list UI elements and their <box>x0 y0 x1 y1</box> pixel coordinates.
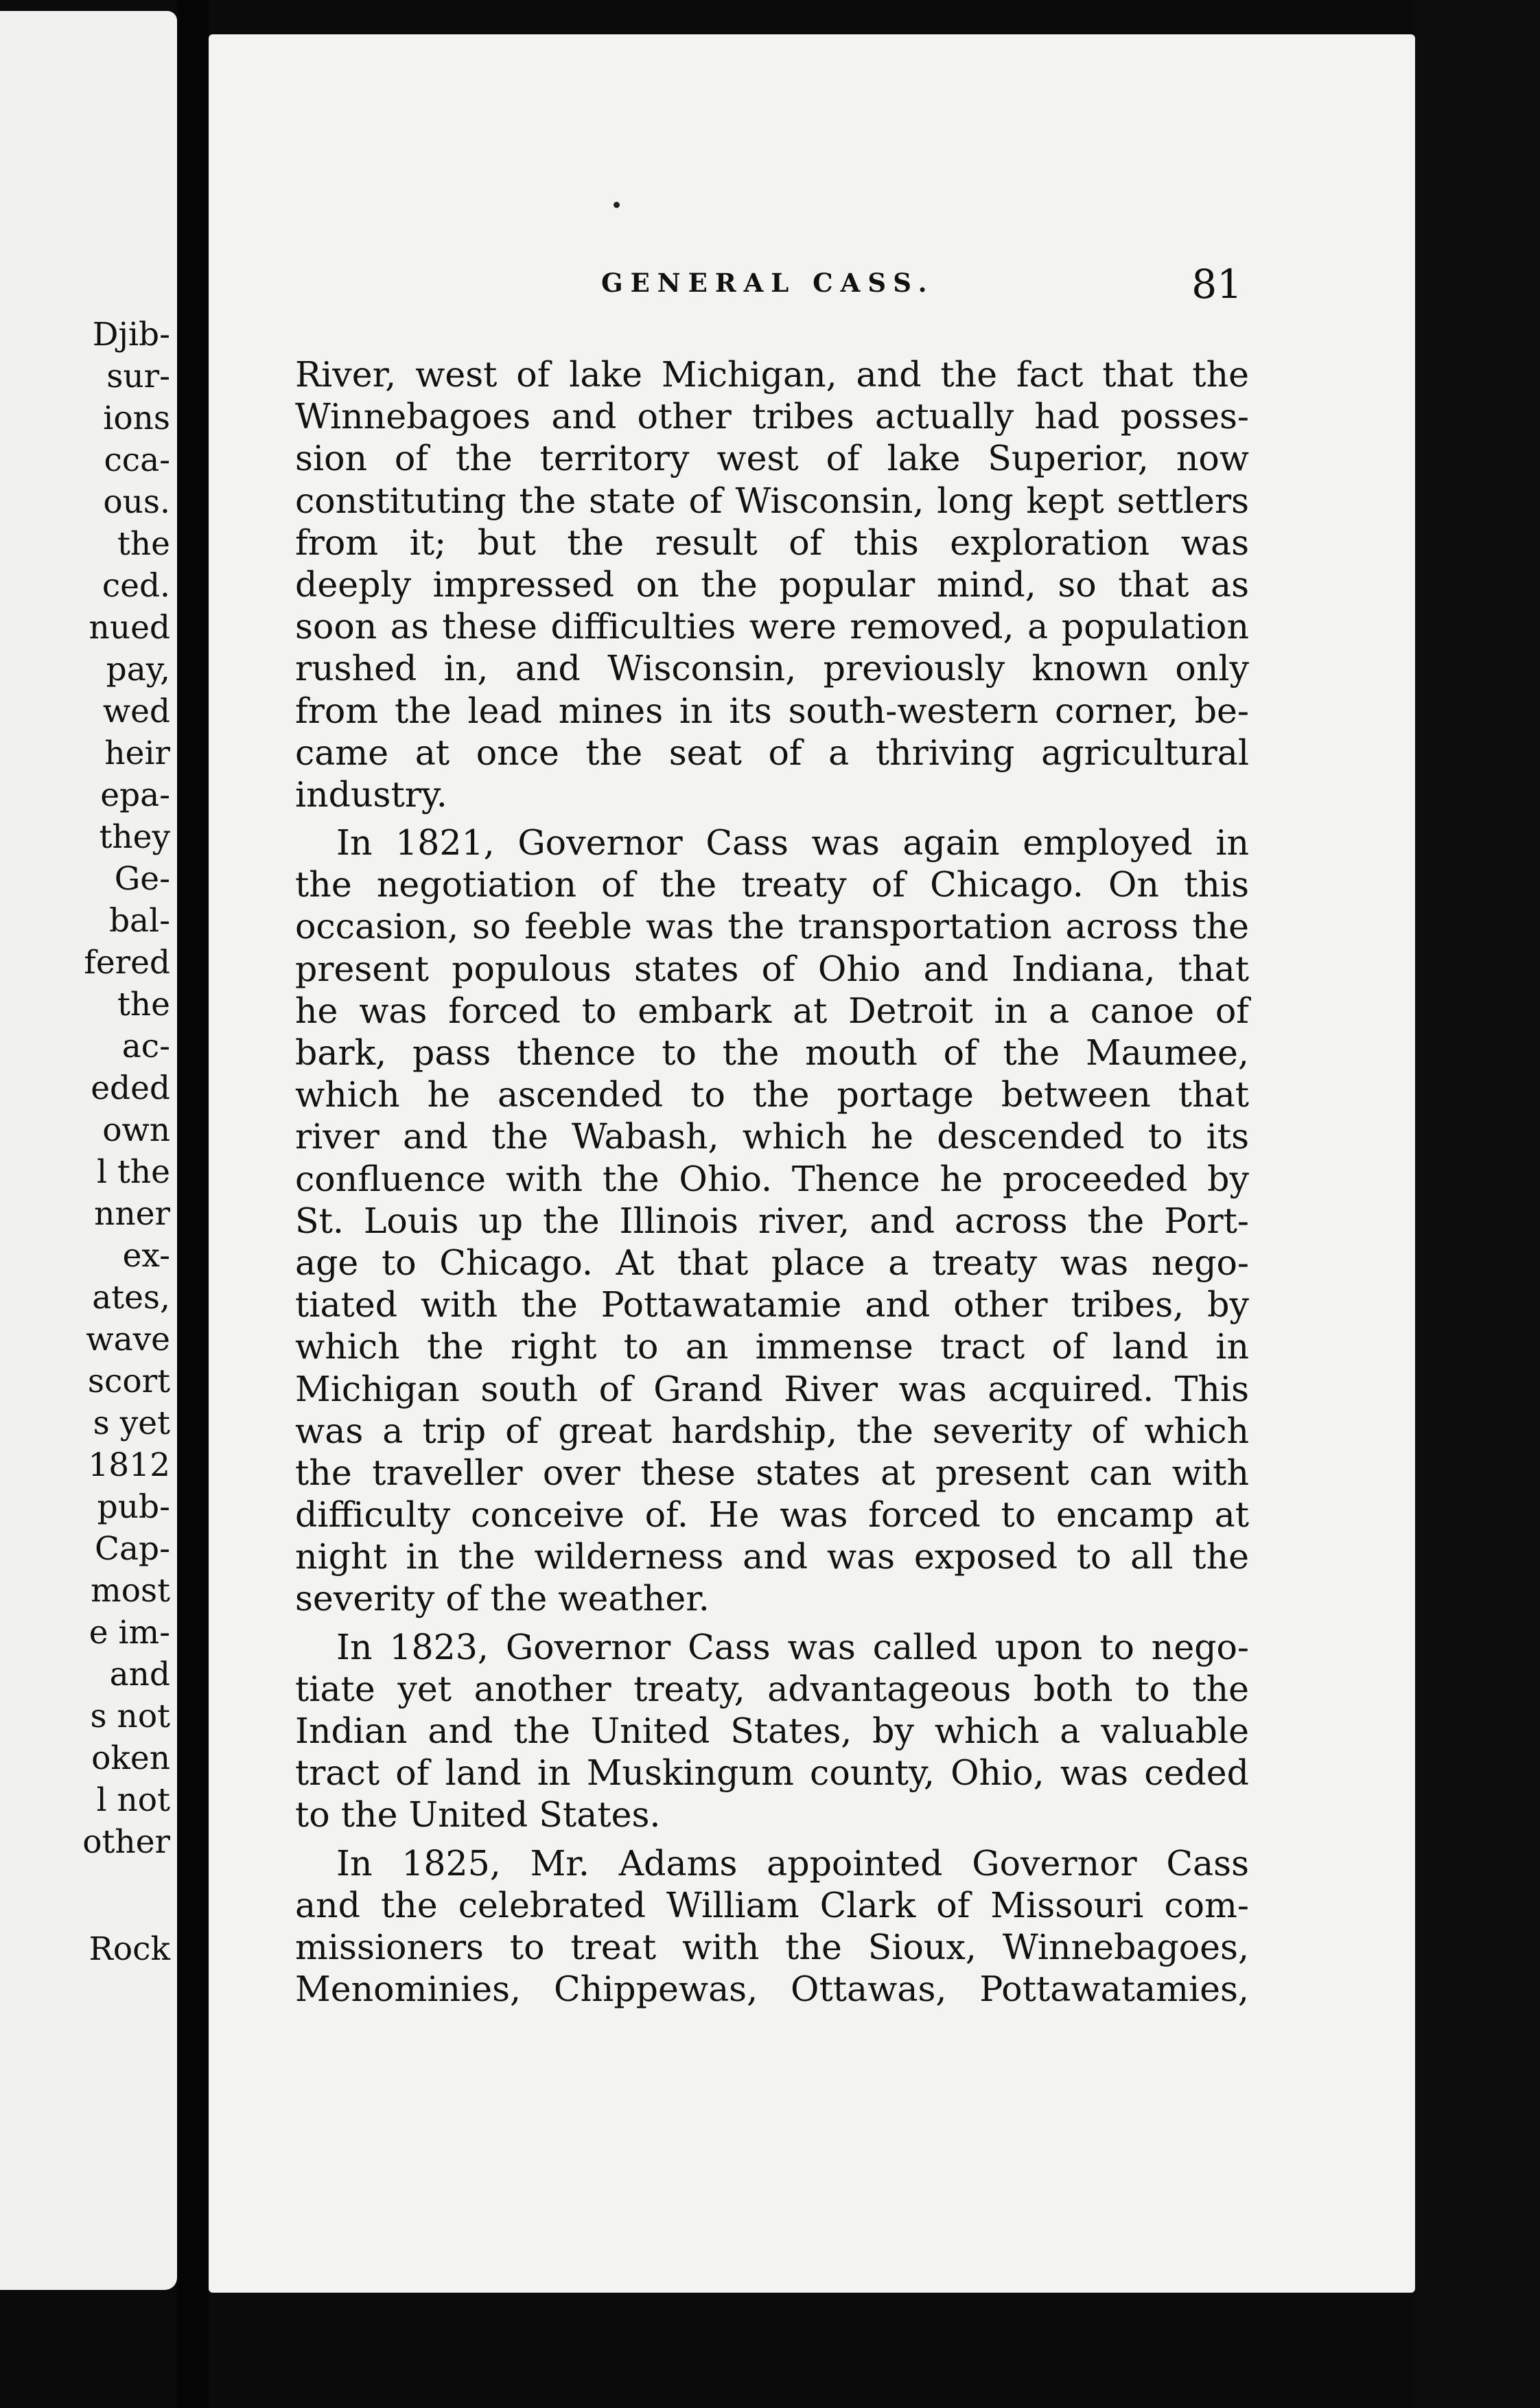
facing-page-fragment: epa- <box>100 776 170 814</box>
facing-page-fragment: fered <box>84 944 170 982</box>
text-line: severity of the weather. <box>295 1578 710 1619</box>
facing-page-fragment: own <box>102 1111 170 1149</box>
facing-page-fragment: scort <box>87 1363 170 1400</box>
text-line: Michigan south of Grand River was acquired. This <box>295 1368 1249 1409</box>
facing-page-fragment: ous. <box>103 483 170 521</box>
text-line: occasion, so feeble was the transportation across the <box>295 906 1249 947</box>
facing-page-fragment: pay, <box>106 651 170 688</box>
text-line: age to Chicago. At that place a treaty was nego- <box>295 1242 1249 1283</box>
page-number: 81 <box>1191 261 1242 308</box>
text-line: deeply impressed on the popular mind, so that as <box>295 564 1249 605</box>
text-line: In 1825, Mr. Adams appointed Governor Cass <box>336 1842 1249 1884</box>
text-line: industry. <box>295 774 447 815</box>
facing-page-fragment: other <box>82 1823 170 1861</box>
text-line: constituting the state of Wisconsin, long kept settlers <box>295 480 1249 521</box>
facing-page-fragment: wed <box>102 693 170 730</box>
text-line: Indian and the United States, by which a valuable <box>295 1711 1249 1751</box>
facing-page-fragment: l not <box>96 1781 170 1819</box>
text-line: In 1823, Governor Cass was called upon to nego- <box>336 1626 1249 1667</box>
text-line: the traveller over these states at present can with <box>295 1452 1249 1493</box>
facing-page-fragment: heir <box>104 734 170 772</box>
text-line: missioners to treat with the Sioux, Winnebagoes, <box>295 1926 1249 1967</box>
text-line: tiate yet another treaty, advantageous both to the <box>295 1668 1249 1709</box>
text-line: night in the wilderness and was exposed to all the <box>295 1536 1249 1577</box>
text-line: bark, pass thence to the mouth of the Maumee, <box>295 1032 1249 1073</box>
paragraph-2 <box>295 822 1249 1620</box>
facing-page-fragment: e im- <box>89 1614 170 1652</box>
text-line: sion of the territory west of lake Superior, now <box>295 438 1249 479</box>
text-line: present populous states of Ohio and Indiana, that <box>295 948 1249 989</box>
facing-page-fragment: the <box>117 986 170 1023</box>
facing-page-fragment: eded <box>91 1069 170 1107</box>
facing-page-fragment: nued <box>89 609 170 647</box>
paragraph-4 <box>295 1842 1249 2011</box>
facing-page-fragment: ac- <box>121 1028 170 1065</box>
text-line: soon as these difficulties were removed, a population <box>295 606 1249 647</box>
text-line: confluence with the Ohio. Thence he proceeded by <box>295 1158 1249 1199</box>
facing-page-fragment: Cap- <box>95 1530 170 1568</box>
facing-page-fragment: most <box>91 1572 170 1610</box>
facing-page-fragment: s not <box>90 1698 170 1735</box>
body-text <box>295 354 1249 2070</box>
text-line: St. Louis up the Illinois river, and across the Port- <box>295 1200 1249 1241</box>
facing-page-fragment: and <box>109 1656 170 1693</box>
text-line: River, west of lake Michigan, and the fact that the <box>295 354 1249 395</box>
facing-page-fragment: ates, <box>92 1279 170 1317</box>
paragraph-3 <box>295 1626 1249 1836</box>
facing-page-fragment: ions <box>103 400 170 437</box>
text-line: river and the Wabash, which he descended to its <box>295 1116 1249 1157</box>
scanner-margin <box>1415 0 1540 2408</box>
text-line: was a trip of great hardship, the severity of which <box>295 1410 1249 1451</box>
text-line: came at once the seat of a thriving agricultural <box>295 732 1249 773</box>
text-line: Winnebagoes and other tribes actually had posses- <box>295 396 1249 437</box>
text-line: difficulty conceive of. He was forced to encamp at <box>295 1494 1249 1536</box>
facing-page-fragment: they <box>99 818 170 856</box>
facing-page-fragment: cca- <box>104 441 170 479</box>
facing-page-fragment: Rock <box>89 1930 170 1968</box>
text-line: the negotiation of the treaty of Chicago. On this <box>295 864 1249 905</box>
text-line: he was forced to embark at Detroit in a canoe of <box>295 990 1249 1031</box>
facing-page-fragment: the <box>117 525 170 563</box>
running-header-title: GENERAL CASS. <box>601 268 935 298</box>
facing-page-fragment: wave <box>86 1321 170 1358</box>
facing-page-fragment: Ge- <box>114 860 170 898</box>
text-line: rushed in, and Wisconsin, previously known only <box>295 648 1249 689</box>
facing-page-fragment: sur- <box>106 358 170 395</box>
facing-page-fragment: oken <box>91 1739 170 1777</box>
book-gutter <box>177 0 209 2408</box>
facing-page-fragment: 1812 <box>88 1446 170 1484</box>
text-line: from the lead mines in its south-western corner, be- <box>295 690 1249 731</box>
text-line: tract of land in Muskingum county, Ohio, was ceded <box>295 1752 1249 1794</box>
facing-page-fragment: s yet <box>93 1404 170 1442</box>
text-line: which he ascended to the portage between that <box>295 1074 1249 1115</box>
paragraph-1 <box>295 354 1249 815</box>
facing-page-fragment: pub- <box>97 1488 170 1526</box>
text-line: and the celebrated William Clark of Missouri com- <box>295 1884 1249 1925</box>
facing-page-fragment: ced. <box>102 567 170 605</box>
facing-page-fragment: ex- <box>122 1237 170 1275</box>
running-header <box>395 261 1249 309</box>
text-line: Menominies, Chippewas, Ottawas, Pottawatamies, <box>295 1969 1249 2010</box>
facing-page-edge <box>0 11 177 2290</box>
text-line: to the United States. <box>295 1794 661 1836</box>
text-line: In 1821, Governor Cass was again employed in <box>336 822 1249 864</box>
stray-ink-dot <box>614 202 620 208</box>
facing-page-fragment: bal- <box>108 902 170 940</box>
facing-page-fragment: nner <box>94 1195 170 1233</box>
facing-page-fragment: Djib- <box>92 316 170 354</box>
text-line: which the right to an immense tract of land in <box>295 1326 1249 1367</box>
text-line: from it; but the result of this exploration was <box>295 522 1249 563</box>
text-line: tiated with the Pottawatamie and other tribes, by <box>295 1284 1249 1325</box>
facing-page-fragment: l the <box>97 1153 170 1191</box>
